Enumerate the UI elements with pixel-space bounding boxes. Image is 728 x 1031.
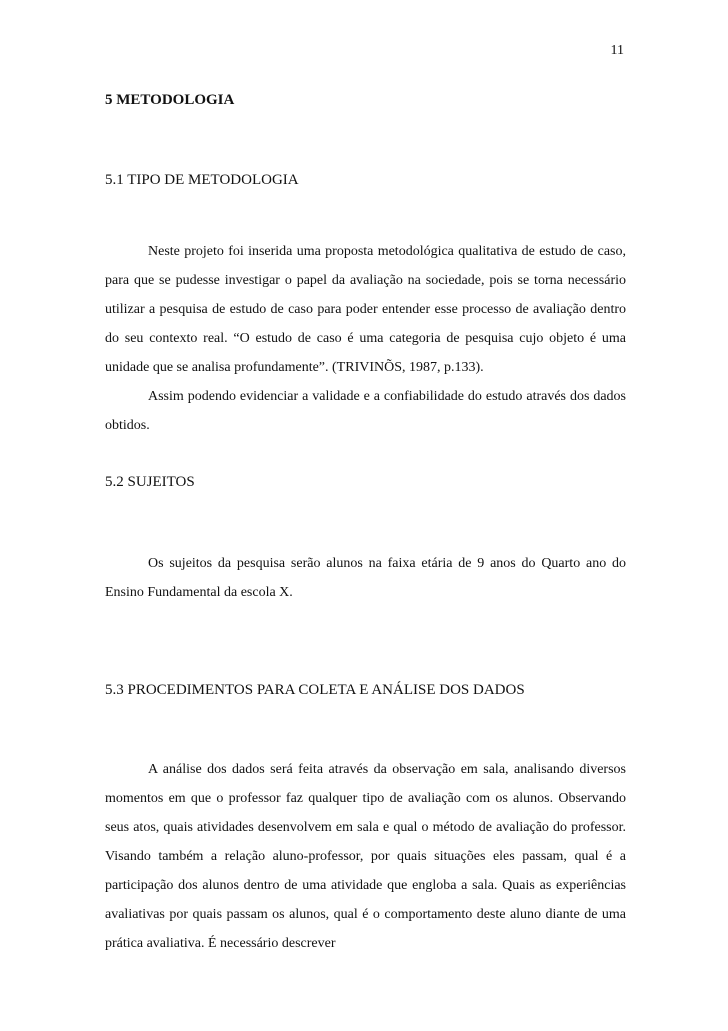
chapter-title: 5 METODOLOGIA bbox=[105, 92, 235, 108]
page-number: 11 bbox=[610, 43, 624, 58]
paragraph-sujeitos: Os sujeitos da pesquisa serão alunos na faixa etária de 9 anos do Quarto ano do Ensino Fundamental da escola X. bbox=[105, 556, 626, 600]
paragraph-metodologia-2: Assim podendo evidenciar a validade e a confiabilidade do estudo através dos dados obtidos. bbox=[105, 389, 626, 433]
section-heading-procedimentos: 5.3 PROCEDIMENTOS PARA COLETA E ANÁLISE DOS DADOS bbox=[105, 682, 525, 698]
section-heading-sujeitos: 5.2 SUJEITOS bbox=[105, 474, 195, 490]
paragraph-metodologia-1: Neste projeto foi inserida uma proposta metodológica qualitativa de estudo de caso, para que se pudesse investigar o papel da avaliação na sociedade, pois se torna necessário utilizar a pesquisa de estudo de caso para poder entender esse processo de avaliação dentro do seu contexto real. “O estudo de caso é uma categoria de pesquisa cujo objeto é uma unidade que se analisa profundamente”. (TRIVINÕS, 1987, p.133). bbox=[105, 244, 626, 375]
paragraph-procedimentos: A análise dos dados será feita através da observação em sala, analisando diversos momentos em que o professor faz qualquer tipo de avaliação com os alunos. Observando seus atos, quais atividades desenvolvem em sala e qual o método de avaliação do professor. Visando também a relação aluno-professor, por quais situações eles passam, qual é a participação dos alunos dentro de uma atividade que engloba a sala. Quais as experiências avaliativas por quais passam os alunos, qual é o comportamento deste aluno diante de uma prática avaliativa. É necessário descrever bbox=[105, 762, 626, 951]
section-heading-metodologia: 5.1 TIPO DE METODOLOGIA bbox=[105, 172, 299, 188]
